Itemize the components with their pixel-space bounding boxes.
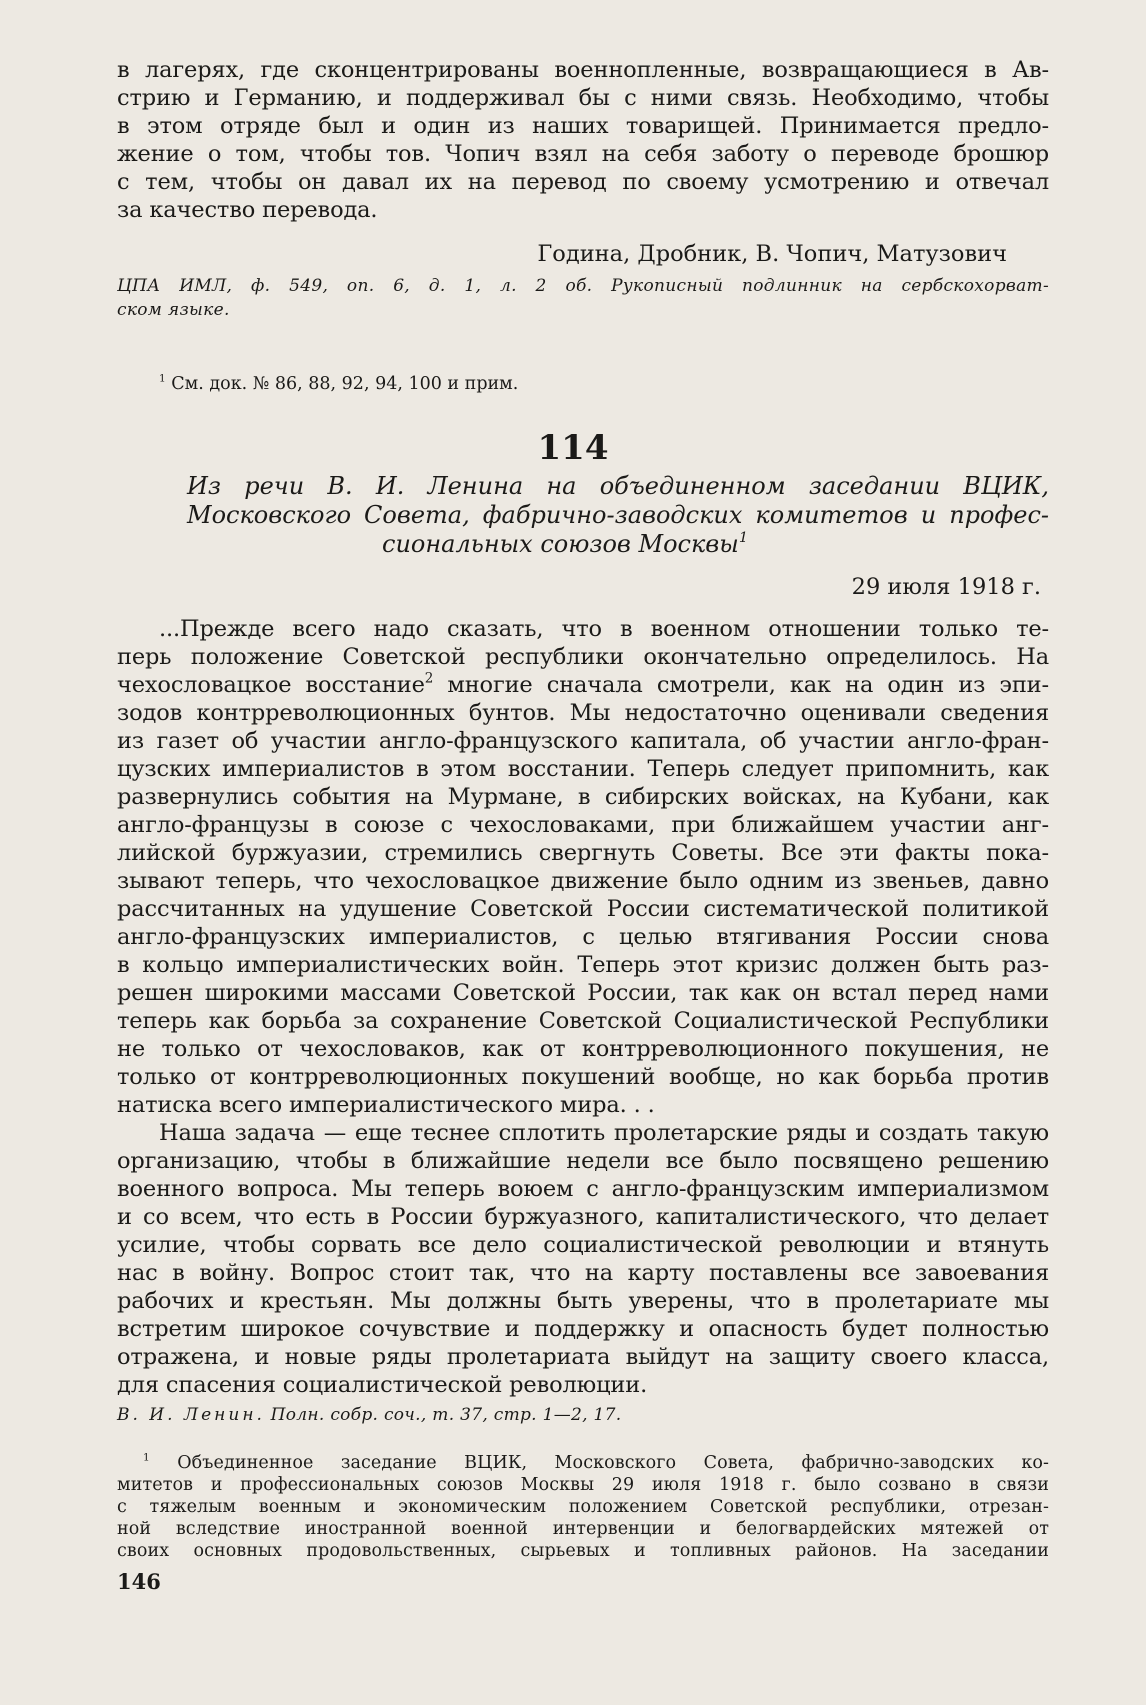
text-line: встретим широкое сочувствие и поддержку и опасность будет полностью [117,1316,1049,1342]
footnote-mark: 1 [159,372,166,385]
text-line: зодов контрреволюционных бунтов. Мы недостаточно оценивали сведения [117,700,1049,726]
document-title [117,472,1049,559]
text-line: в лагерях, где сконцентрированы военнопленные, возвращающиеся в Ав- [117,57,1049,83]
text-line: с тем, чтобы он давал их на перевод по своему усмотрению и отвечал [117,169,1049,195]
text-line: отражена, и новые ряды пролетариата выйдут на защиту своего класса, [117,1344,1049,1370]
page-number: 146 [117,1569,161,1594]
text-line: для спасения социалистической революции. [117,1372,648,1398]
text-line: ...Прежде всего надо сказать, что в военном отношении только те- [159,616,1049,642]
text-line: только от контрреволюционных покушений вообще, но как борьба против [117,1064,1049,1090]
source-line: ском языке. [117,300,230,320]
text-line: и со всем, что есть в России буржуазного, капиталистического, что делает [117,1204,1049,1230]
text-line: не только от чехословаков, как от контрреволюционного покушения, не [117,1036,1049,1062]
text-line [117,671,1049,699]
text-line: развернулись события на Мурмане, в сибирских войсках, на Кубани, как [117,784,1049,810]
footnote-line: митетов и профессиональных союзов Москвы 29 июля 1918 г. было созвано в связи [117,1475,1049,1495]
document-date: 29 июля 1918 г. [851,574,1041,600]
text-line: стрию и Германию, и поддерживал бы с ними связь. Необходимо, чтобы [117,85,1049,111]
text-line: за качество перевода. [117,197,378,223]
archive-source-note [117,274,1049,322]
text-line: нас в войну. Вопрос стоит так, что на карту поставлены все завоевания [117,1260,1049,1286]
text-line: англо-французы в союзе с чехословаками, при ближайшем участии анг- [117,812,1049,838]
footnote-mark: 1 [738,529,748,546]
text-line: англо-французских империалистов, с целью втягивания России снова [117,924,1049,950]
footnote-line: ной вследствие иностранной военной интервенции и белогвардейских мятежей от [117,1519,1049,1539]
source-author: В. И. Ленин. [117,1405,265,1425]
title-line: Из речи В. И. Ленина на объединенном заседании ВЦИК, [187,472,1049,500]
text-line: в кольцо империалистических войн. Теперь этот кризис должен быть раз- [117,952,1049,978]
text-line: натиска всего империалистического мира. . . [117,1092,655,1118]
text-line: Наша задача — еще теснее сплотить пролетарские ряды и создать такую [159,1120,1049,1146]
footnote-line: своих основных продовольственных, сырьевых и топливных районов. На заседании [117,1541,1049,1561]
footnote-line [117,1452,1049,1474]
text-line: решен широкими массами Советской России, так как он встал перед нами [117,980,1049,1006]
source-reference: Полн. собр. соч., т. 37, стр. 1—2, 17. [264,1405,622,1425]
footnote-line: с тяжелым военным и экономическим положением Советской республики, отрезан- [117,1497,1049,1517]
text-line: перь положение Советской республики окончательно определилось. На [117,644,1049,670]
document-113-footnote [117,372,1049,396]
text-line: жение о том, чтобы тов. Чопич взял на себя заботу о переводе брошюр [117,141,1049,167]
text-line: цузских империалистов в этом восстании. Теперь следует припомнить, как [117,756,1049,782]
text-span: чехословацкое восстание [117,672,425,698]
text-line: из газет об участии англо-французского капитала, об участии англо-фран- [117,728,1049,754]
text-line: усилие, чтобы сорвать все дело социалистической революции и втянуть [117,1232,1049,1258]
text-line: зывают теперь, что чехословацкое движение было одним из звеньев, давно [117,868,1049,894]
source-line: ЦПА ИМЛ, ф. 549, оп. 6, д. 1, л. 2 об. Рукописный подлинник на сербскохорват- [117,276,1049,296]
footnote-1 [117,1452,1049,1562]
footnote-mark: 2 [424,670,434,687]
text-line: лийской буржуазии, стремились свергнуть Советы. Все эти факты пока- [117,840,1049,866]
document-number: 114 [537,428,609,468]
text-span: многие сначала смотрели, как на один из эпи- [433,672,1049,698]
title-line: Московского Совета, фабрично-заводских комитетов и профес- [187,501,1049,529]
text-line: в этом отряде был и один из наших товарищей. Принимается предло- [117,113,1049,139]
speech-source-note [117,1403,1049,1427]
text-line: рассчитанных на удушение Советской России систематической политикой [117,896,1049,922]
text-line: теперь как борьба за сохранение Советской Социалистической Республики [117,1008,1049,1034]
signatures: Година, Дробник, В. Чопич, Матузович [537,241,1007,267]
footnote-text: См. док. № 86, 88, 92, 94, 100 и прим. [171,374,519,394]
title-line-text: сиональных союзов Москвы [382,530,739,558]
title-line [117,530,1049,559]
text-line: организацию, чтобы в ближайшие недели все было посвящено решению [117,1148,1049,1174]
speech-paragraph-2 [117,1119,1049,1399]
text-line: военного вопроса. Мы теперь воюем с англо-французским империализмом [117,1176,1049,1202]
document-113-closing-paragraph [117,56,1049,224]
footnote-mark: 1 [143,1451,150,1464]
text-line: рабочих и крестьян. Мы должны быть уверены, что в пролетариате мы [117,1288,1049,1314]
footnote-text: Объединенное заседание ВЦИК, Московского Совета, фабрично-заводских ко- [177,1453,1049,1473]
speech-paragraph-1 [117,615,1049,1119]
